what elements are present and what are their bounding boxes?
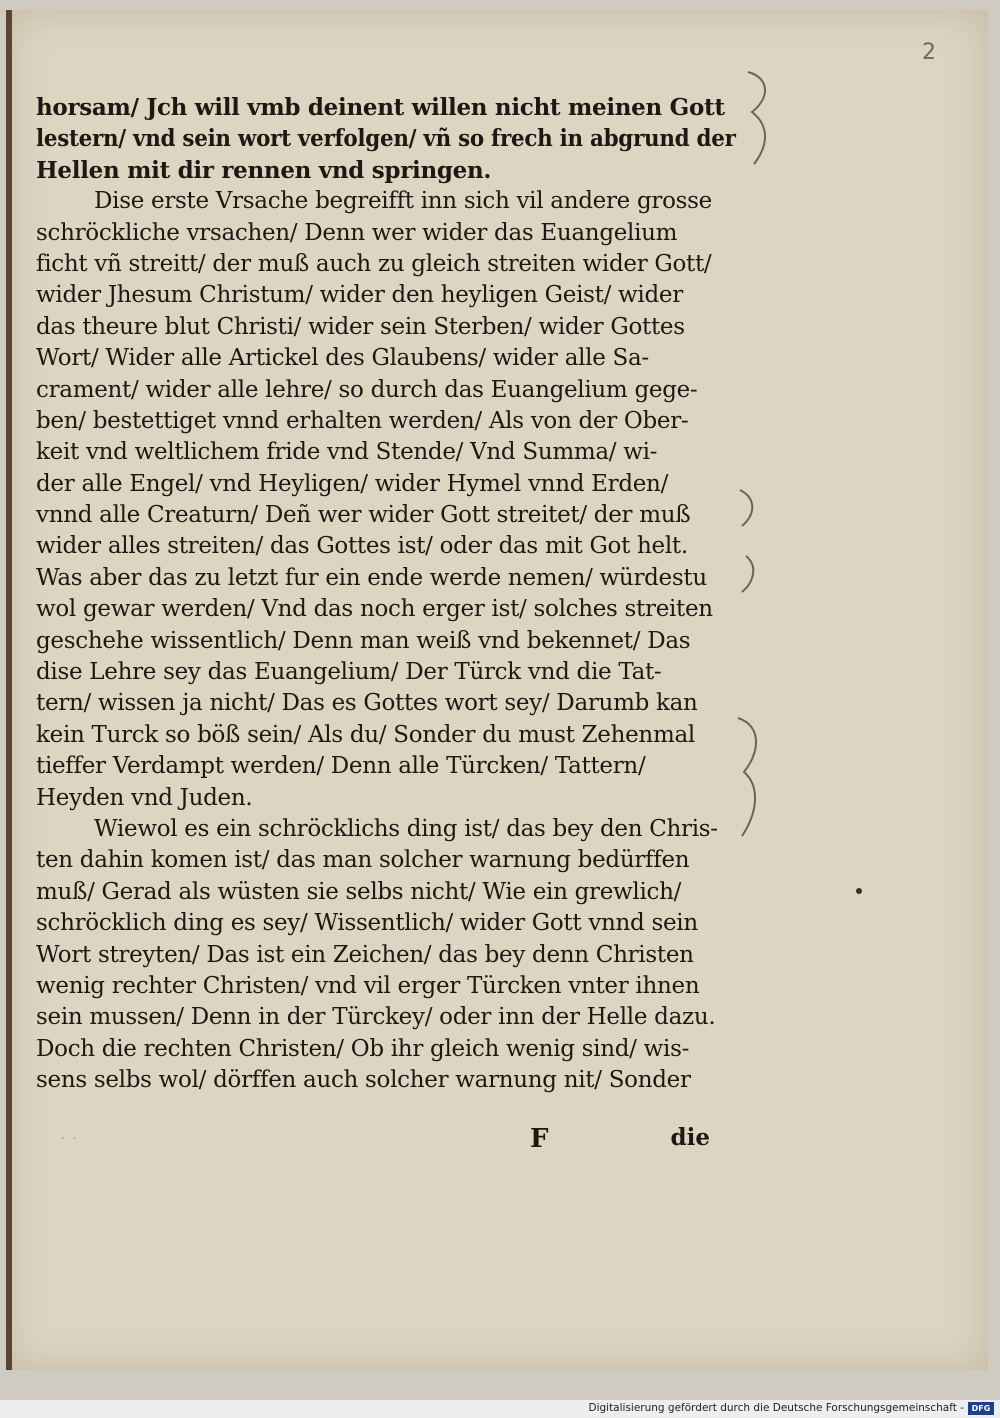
- text-line: wider alles streiten/ das Gottes ist/ oder das mit Got helt.: [36, 533, 688, 560]
- text-line: Dise erste Vrsache begreifft inn sich vil andere grosse: [94, 188, 712, 215]
- text-line: keit vnd weltlichem fride vnd Stende/ Vnd Summa/ wi-: [36, 439, 658, 466]
- text-line: dise Lehre sey das Euangelium/ Der Türck vnd die Tat-: [36, 659, 662, 686]
- text-line: Wiewol es ein schröcklichs ding ist/ das bey den Chris-: [94, 815, 718, 842]
- text-line: schröcklich ding es sey/ Wissentlich/ wider Gott vnnd sein: [36, 910, 698, 937]
- text-line: sein mussen/ Denn in der Türckey/ oder inn der Helle dazu.: [36, 1004, 716, 1031]
- text-line: tieffer Verdampt werden/ Denn alle Türcken/ Tattern/: [36, 753, 646, 780]
- margin-bracket-2: [734, 486, 764, 596]
- margin-bracket-3: [734, 712, 770, 842]
- text-line: das theure blut Christi/ wider sein Sterben/ wider Gottes: [36, 313, 685, 340]
- text-line: der alle Engel/ vnd Heyligen/ wider Hymel vnnd Erden/: [36, 470, 669, 497]
- body-text: [36, 92, 736, 1097]
- text-line: ten dahin komen ist/ das man solcher warnung bedürffen: [36, 847, 690, 874]
- text-line: schröckliche vrsachen/ Denn wer wider das Euangelium: [36, 219, 678, 246]
- ink-speck: [856, 888, 862, 894]
- margin-bracket-1: [740, 68, 780, 168]
- binding-edge: [6, 10, 12, 1370]
- text-line: lestern/ vnd sein wort verfolgen/ vñ so frech in abgrund der: [36, 125, 736, 153]
- text-line: tern/ wissen ja nicht/ Das es Gottes wort sey/ Darumb kan: [36, 690, 698, 717]
- text-line: ben/ bestettiget vnnd erhalten werden/ Als von der Ober-: [36, 407, 689, 434]
- text-line: Wort streyten/ Das ist ein Zeichen/ das bey denn Christen: [36, 941, 694, 968]
- signature-mark: F: [530, 1124, 549, 1154]
- text-line: wider Jhesum Christum/ wider den heyligen Geist/ wider: [36, 282, 683, 309]
- text-line: wenig rechter Christen/ vnd vil erger Türcken vnter ihnen: [36, 972, 700, 999]
- text-line: Was aber das zu letzt fur ein ende werde nemen/ würdestu: [36, 564, 707, 591]
- dfg-logo: DFG: [968, 1402, 994, 1415]
- text-line: geschehe wissentlich/ Denn man weiß vnd bekennet/ Das: [36, 627, 691, 654]
- text-line: Doch die rechten Christen/ Ob ihr gleich wenig sind/ wis-: [36, 1035, 690, 1062]
- text-line: vnnd alle Creaturn/ Deñ wer wider Gott streitet/ der muß: [36, 502, 691, 529]
- show-through-mark: · ·: [60, 1128, 78, 1149]
- digitization-footer: [0, 1400, 1000, 1418]
- folio-number: 2: [922, 40, 936, 65]
- text-line: muß/ Gerad als wüsten sie selbs nicht/ Wie ein grewlich/: [36, 878, 682, 905]
- text-line: wol gewar werden/ Vnd das noch erger ist/ solches streiten: [36, 596, 713, 623]
- text-line: crament/ wider alle lehre/ so durch das Euangelium gege-: [36, 376, 698, 403]
- text-line: ficht vñ streitt/ der muß auch zu gleich streiten wider Gott/: [36, 250, 712, 277]
- text-line: Wort/ Wider alle Artickel des Glaubens/ wider alle Sa-: [36, 345, 649, 372]
- text-line: sens selbs wol/ dörffen auch solcher warnung nit/ Sonder: [36, 1067, 691, 1094]
- text-line: Hellen mit dir rennen vnd springen.: [36, 156, 492, 184]
- page-foot-line: [30, 1124, 710, 1158]
- text-line: horsam/ Jch will vmb deinent willen nicht meinen Gott: [36, 94, 725, 121]
- text-line: Heyden vnd Juden.: [36, 784, 253, 811]
- text-line: kein Turck so böß sein/ Als du/ Sonder du must Zehenmal: [36, 721, 695, 748]
- footer-credit-text: Digitalisierung gefördert durch die Deutsche Forschungsgemeinschaft -: [588, 1402, 964, 1414]
- catchword: die: [670, 1124, 710, 1151]
- book-page: [6, 10, 988, 1370]
